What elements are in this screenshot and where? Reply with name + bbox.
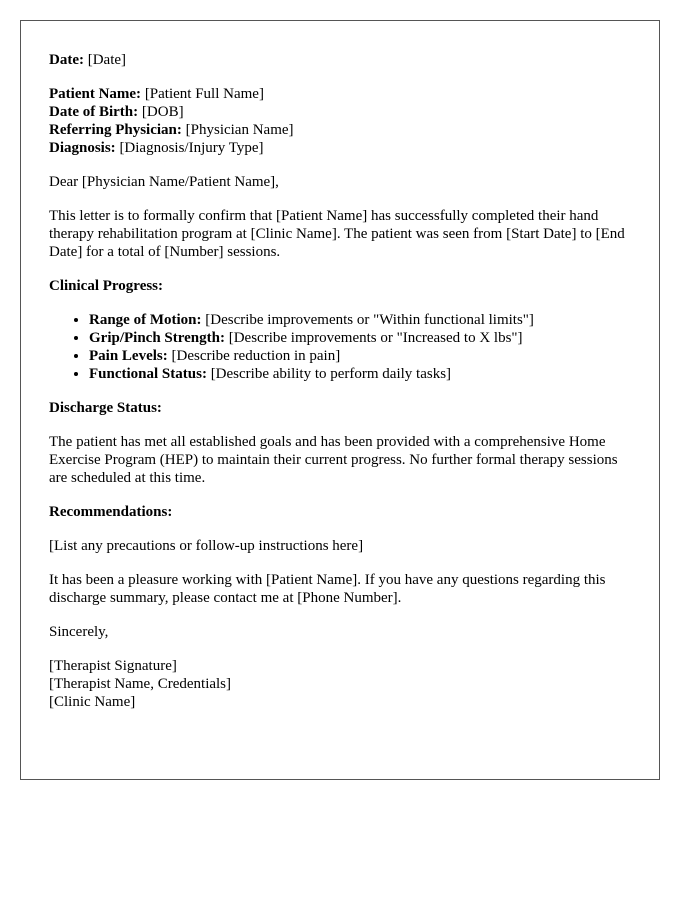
patient-name-label: Patient Name:: [49, 86, 142, 102]
list-item-value: [Describe ability to perform daily tasks]: [210, 366, 452, 382]
signature-block: [49, 657, 631, 711]
physician-value: [Physician Name]: [185, 122, 294, 138]
diagnosis-line: [49, 139, 631, 157]
recommendations-text: [List any precautions or follow-up instructions here]: [49, 538, 364, 554]
salutation: Dear [Physician Name/Patient Name],: [49, 174, 279, 190]
list-item-label: Functional Status:: [89, 366, 207, 382]
physician-label: Referring Physician:: [49, 122, 182, 138]
clinical-progress-heading: [49, 277, 631, 295]
list-item: [89, 311, 631, 329]
list-item-value: [Describe reduction in pain]: [171, 348, 341, 364]
date-line: [49, 51, 631, 69]
discharge-status-paragraph: The patient has met all established goals and has been provided with a comprehensive Home Exercise Program (HEP) to maintain their current progress. No further formal therapy sessions are scheduled at this time.: [49, 434, 618, 486]
physician-line: [49, 121, 631, 139]
clinical-progress-list: [49, 311, 631, 383]
intro-paragraph: This letter is to formally confirm that [Patient Name] has successfully completed their hand therapy rehabilitation program at [Clinic Name]. The patient was seen from [Start Date] to [End Date] for a total of [Number] sessions.: [49, 208, 625, 260]
patient-name-line: [49, 85, 631, 103]
dob-line: [49, 103, 631, 121]
list-item-value: [Describe improvements or "Within functional limits"]: [205, 312, 534, 328]
list-item-label: Pain Levels:: [89, 348, 168, 364]
patient-name-value: [Patient Full Name]: [144, 86, 264, 102]
signoff: Sincerely,: [49, 624, 109, 640]
recommendations-heading: [49, 503, 631, 521]
list-item-label: Range of Motion:: [89, 312, 202, 328]
discharge-status-heading: [49, 399, 631, 417]
list-item: [89, 329, 631, 347]
date-value: [Date]: [87, 52, 127, 68]
clinic-name-line: [Clinic Name]: [49, 694, 136, 710]
list-item: [89, 347, 631, 365]
list-item: [89, 365, 631, 383]
clinical-progress-heading-text: Clinical Progress:: [49, 278, 164, 294]
discharge-letter: [20, 20, 660, 780]
list-item-label: Grip/Pinch Strength:: [89, 330, 225, 346]
diagnosis-label: Diagnosis:: [49, 140, 116, 156]
closing-paragraph: It has been a pleasure working with [Patient Name]. If you have any questions regarding this discharge summary, please contact me at [Phone Number].: [49, 572, 606, 606]
discharge-status-heading-text: Discharge Status:: [49, 400, 162, 416]
dob-label: Date of Birth:: [49, 104, 139, 120]
list-item-value: [Describe improvements or "Increased to X lbs"]: [228, 330, 523, 346]
recommendations-heading-text: Recommendations:: [49, 504, 173, 520]
date-label: Date:: [49, 52, 84, 68]
diagnosis-value: [Diagnosis/Injury Type]: [119, 140, 264, 156]
therapist-name-line: [Therapist Name, Credentials]: [49, 676, 232, 692]
patient-info-block: [49, 85, 631, 157]
signature-line: [Therapist Signature]: [49, 658, 177, 674]
dob-value: [DOB]: [141, 104, 184, 120]
